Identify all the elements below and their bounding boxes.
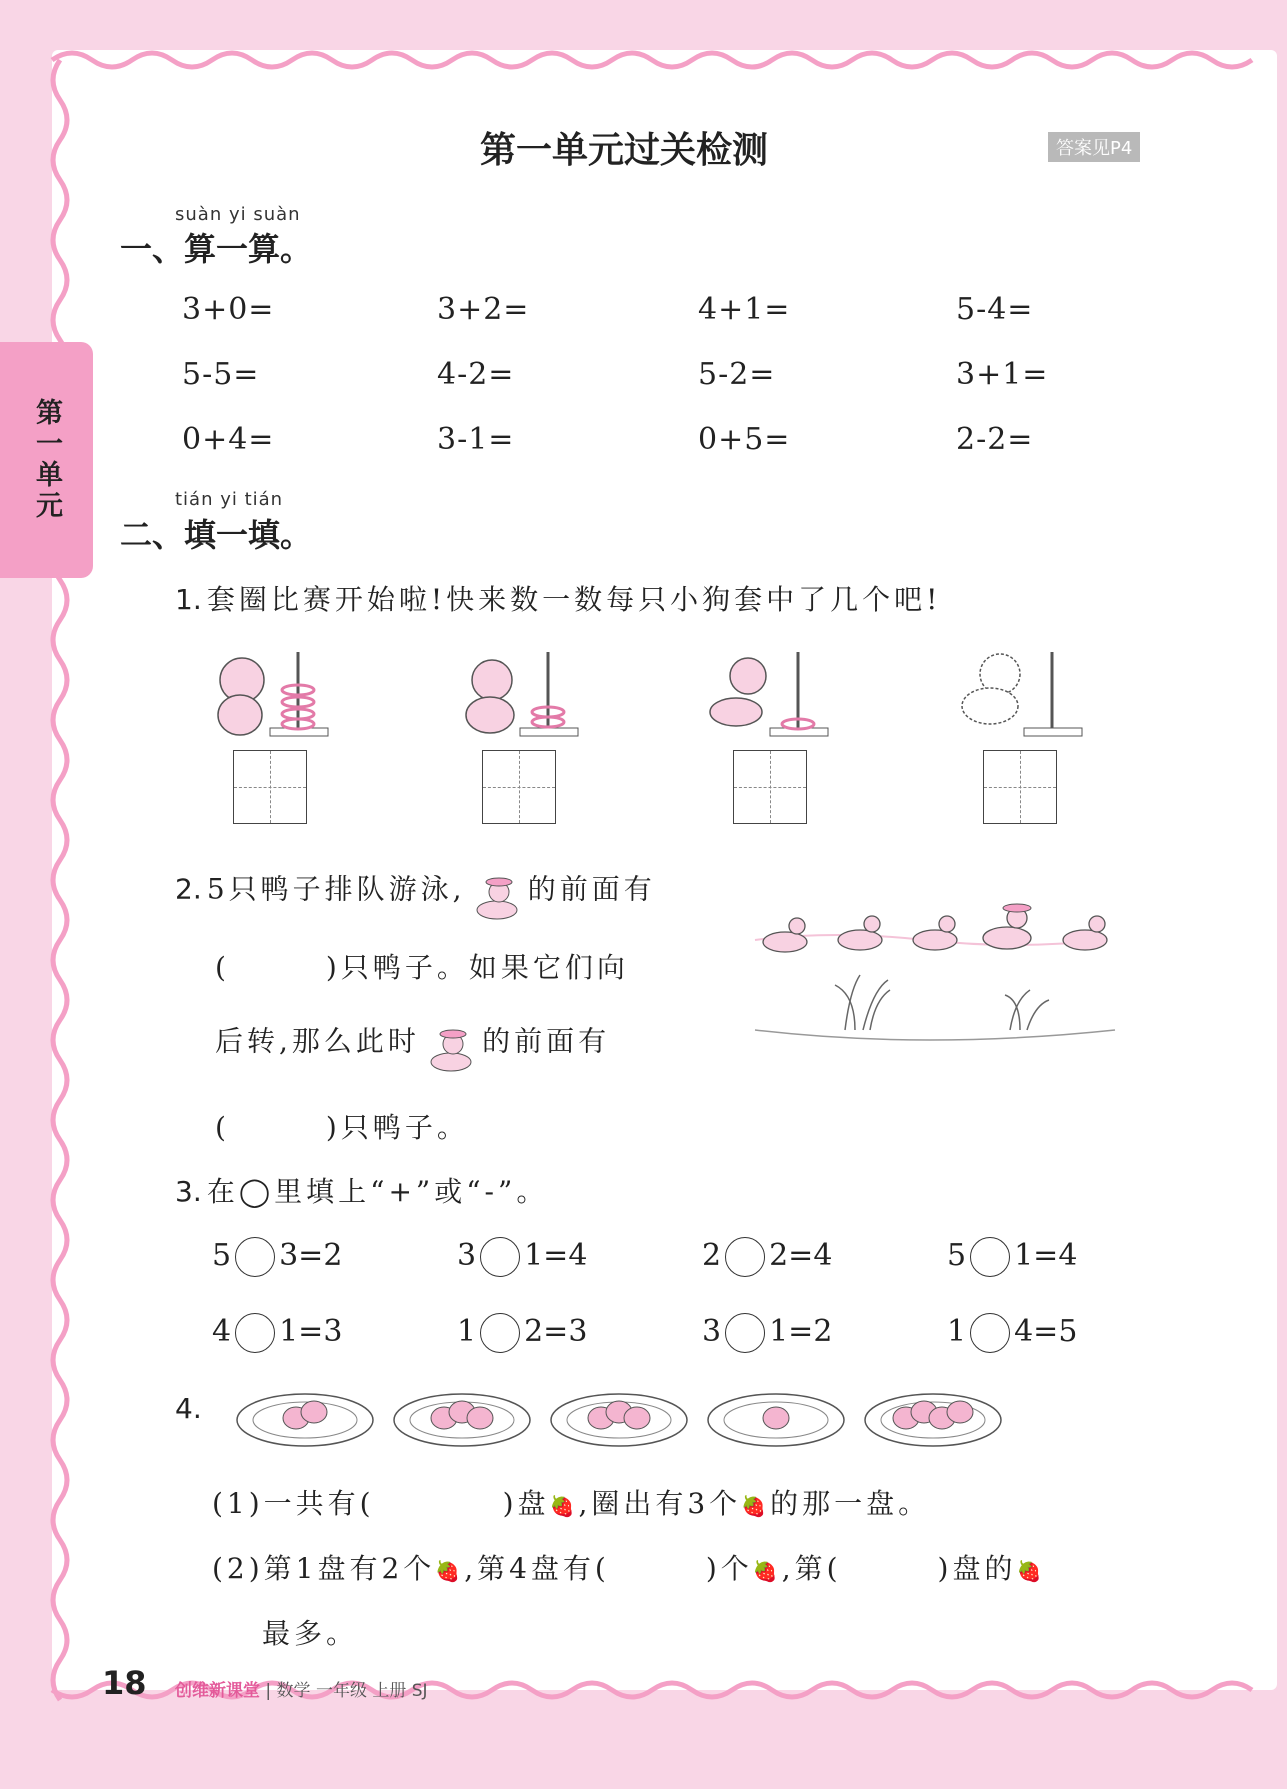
equation: 5-5= [182, 357, 260, 392]
dog-1-icon [218, 652, 328, 736]
strawberry-icon [763, 1407, 789, 1429]
equation: 0+5= [698, 422, 791, 457]
strawberry-icon [467, 1407, 493, 1429]
strawberry-icon: 🍓 [435, 1559, 465, 1583]
equation: 5-2= [698, 357, 776, 392]
equation: 2-2= [956, 422, 1034, 457]
question-4-part-2-end: 最多。 [262, 1617, 359, 1650]
equation: 0+4= [182, 422, 275, 457]
compare-item: 3 1=2 [702, 1313, 832, 1353]
plate-4 [708, 1394, 844, 1446]
equation: 4+1= [698, 292, 791, 327]
section2-heading: 二、填一填。 [120, 516, 313, 554]
strawberry-icon: 🍓 [1016, 1559, 1046, 1583]
equation: 5-4= [956, 292, 1034, 327]
plate-2 [394, 1394, 530, 1446]
strawberry-icon [624, 1407, 650, 1429]
compare-item: 1 4=5 [947, 1313, 1077, 1353]
answer-reference: 答案见P4 [1048, 132, 1140, 162]
equation: 3-1= [437, 422, 515, 457]
section2-pinyin: tián yi tián [175, 489, 284, 510]
strawberry-icon: 🍓 [752, 1559, 782, 1583]
ducks-pond-illustration [745, 880, 1125, 1080]
compare-item: 5 3=2 [212, 1237, 342, 1277]
question-2-line-4: ( )只鸭子。 [215, 1111, 469, 1144]
strawberry-icon [947, 1401, 973, 1423]
question-2-line-2: ( )只鸭子。如果它们向 [215, 951, 629, 984]
equation: 3+2= [437, 292, 530, 327]
question-4-part-2: (2)第1盘有2个🍓,第4盘有( )个🍓,第( )盘的🍓 [212, 1552, 1046, 1585]
compare-item: 2 2=4 [702, 1237, 832, 1277]
page-number: 18 [102, 1664, 147, 1702]
section1-heading: 一、算一算。 [120, 230, 313, 268]
question-4-part-1: (1)一共有( )盘🍓,圈出有3个🍓的那一盘。 [212, 1487, 931, 1520]
strawberry-icon: 🍓 [741, 1494, 771, 1518]
compare-item: 5 1=4 [947, 1237, 1077, 1277]
answer-box[interactable] [983, 750, 1057, 824]
answer-box[interactable] [233, 750, 307, 824]
dog-4-icon [962, 652, 1082, 736]
dog-2-icon [466, 652, 578, 736]
answer-box[interactable] [733, 750, 807, 824]
plate-1 [237, 1394, 373, 1446]
plate-5 [865, 1394, 1001, 1446]
section1-pinyin: suàn yi suàn [175, 204, 301, 225]
dogs-ring-toss-illustration [200, 640, 1100, 740]
strawberry-icon [301, 1401, 327, 1423]
plate-3 [551, 1394, 687, 1446]
compare-item: 4 1=3 [212, 1313, 342, 1353]
operator-circle[interactable] [480, 1237, 520, 1277]
operator-circle[interactable] [235, 1313, 275, 1353]
duck-with-hat-icon [471, 866, 523, 922]
question-4-number: 4. [175, 1392, 202, 1425]
answer-box[interactable] [482, 750, 556, 824]
page-title: 第一单元过关检测 [480, 130, 769, 171]
question-1: 1. 套圈比赛开始啦!快来数一数每只小狗套中了几个吧! [175, 583, 942, 616]
operator-circle[interactable] [725, 1237, 765, 1277]
equation: 4-2= [437, 357, 515, 392]
strawberry-icon: 🍓 [549, 1494, 579, 1518]
operator-circle[interactable] [970, 1237, 1010, 1277]
operator-circle[interactable] [970, 1313, 1010, 1353]
question-2-line-3: 后转,那么此时 的前面有 [215, 1018, 610, 1074]
dog-3-icon [710, 652, 828, 736]
equation: 3+0= [182, 292, 275, 327]
operator-circle[interactable] [480, 1313, 520, 1353]
compare-item: 1 2=3 [457, 1313, 587, 1353]
compare-item: 3 1=4 [457, 1237, 587, 1277]
question-3: 3. 在◯里填上“+”或“-”。 [175, 1175, 549, 1208]
footer-info: 创维新课堂 | 数学 一年级 上册 SJ [175, 1681, 428, 1701]
question-2-line-1: 2. 5只鸭子排队游泳, 的前面有 [175, 866, 656, 922]
operator-circle[interactable] [235, 1237, 275, 1277]
operator-circle[interactable] [725, 1313, 765, 1353]
unit-side-tab: 第一单元 [0, 342, 93, 578]
equation: 3+1= [956, 357, 1049, 392]
duck-with-hat-icon [425, 1018, 477, 1074]
strawberry-plates [235, 1380, 1015, 1460]
